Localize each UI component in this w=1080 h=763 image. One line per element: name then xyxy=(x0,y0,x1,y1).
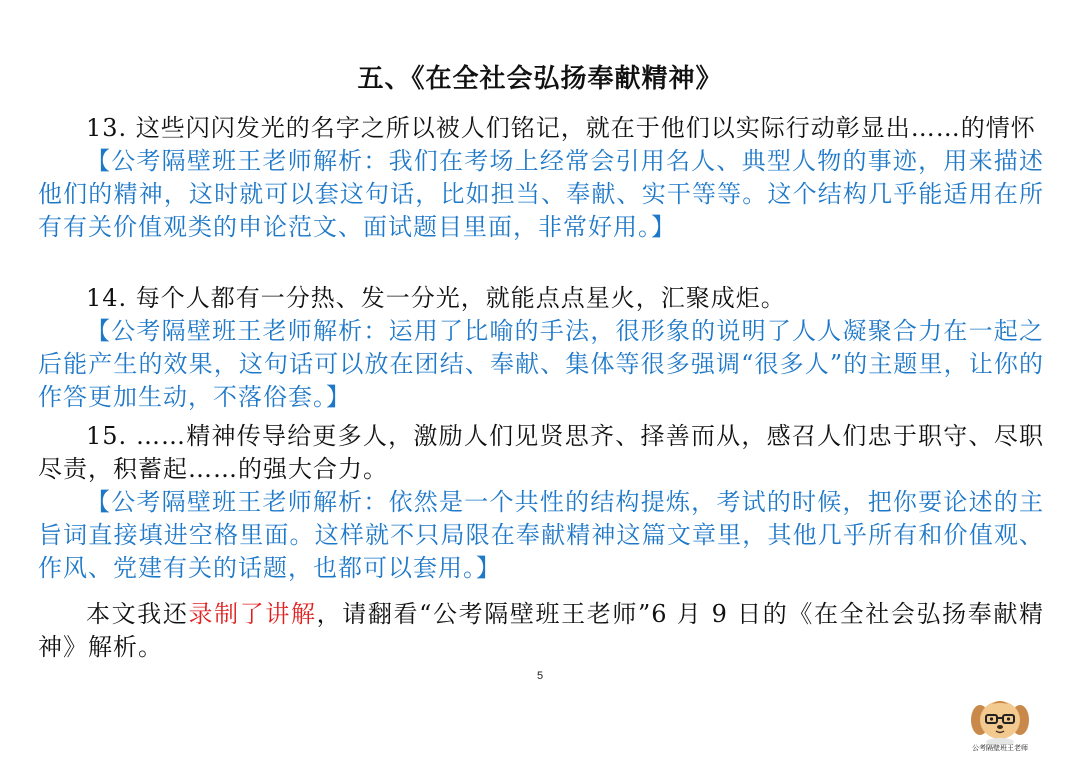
logo-caption: 公考隔壁班王老师 xyxy=(972,744,1028,752)
closing-before: 本文我还 xyxy=(86,600,189,628)
section-note: 【公考隔壁班王老师解析：依然是一个共性的结构提炼，考试的时候，把你要论述的主旨词直接填进空格里面。这样就不只局限在奉献精神这篇文章里，其他几乎所有和价值观、作风、党建有关的话题，也都可以套用。】 xyxy=(38,488,1044,582)
section-text: 13. 这些闪闪发光的名字之所以被人们铭记，就在于他们以实际行动彰显出……的情怀 xyxy=(86,114,1036,142)
cartoon-dog-with-glasses-icon xyxy=(962,696,1038,744)
closing-highlight: 录制了讲解 xyxy=(188,600,317,628)
section-text: 14. 每个人都有一分热、发一分光，就能点点星火，汇聚成炬。 xyxy=(86,284,786,312)
section-13 xyxy=(38,112,1044,244)
section-15 xyxy=(38,420,1044,585)
closing-after: ，请翻看“公考隔壁班王老师”6 月 9 日的《在全社会弘扬奉献精神》解析。 xyxy=(38,600,1045,661)
closing-paragraph xyxy=(38,598,1044,664)
page-title: 五、《在全社会弘扬奉献精神》 xyxy=(357,64,723,94)
section-text: 15. ……精神传导给更多人，激励人们见贤思齐、择善而从，感召人们忠于职守、尽职尽责，积蓄起……的强大合力。 xyxy=(38,422,1044,483)
section-note: 【公考隔壁班王老师解析：运用了比喻的手法，很形象的说明了人人凝聚合力在一起之后能产生的效果，这句话可以放在团结、奉献、集体等很多强调“很多人”的主题里，让你的作答更加生动，不落俗套。】 xyxy=(38,317,1044,411)
logo xyxy=(962,696,1038,756)
section-14 xyxy=(38,282,1044,414)
section-note: 【公考隔壁班王老师解析：我们在考场上经常会引用名人、典型人物的事迹，用来描述他们的精神，这时就可以套这句话，比如担当、奉献、实干等等。这个结构几乎能适用在所有有关价值观类的申论范文、面试题目里面，非常好用。】 xyxy=(38,147,1044,241)
page-number: 5 xyxy=(536,670,544,682)
closing-text xyxy=(38,598,1044,664)
